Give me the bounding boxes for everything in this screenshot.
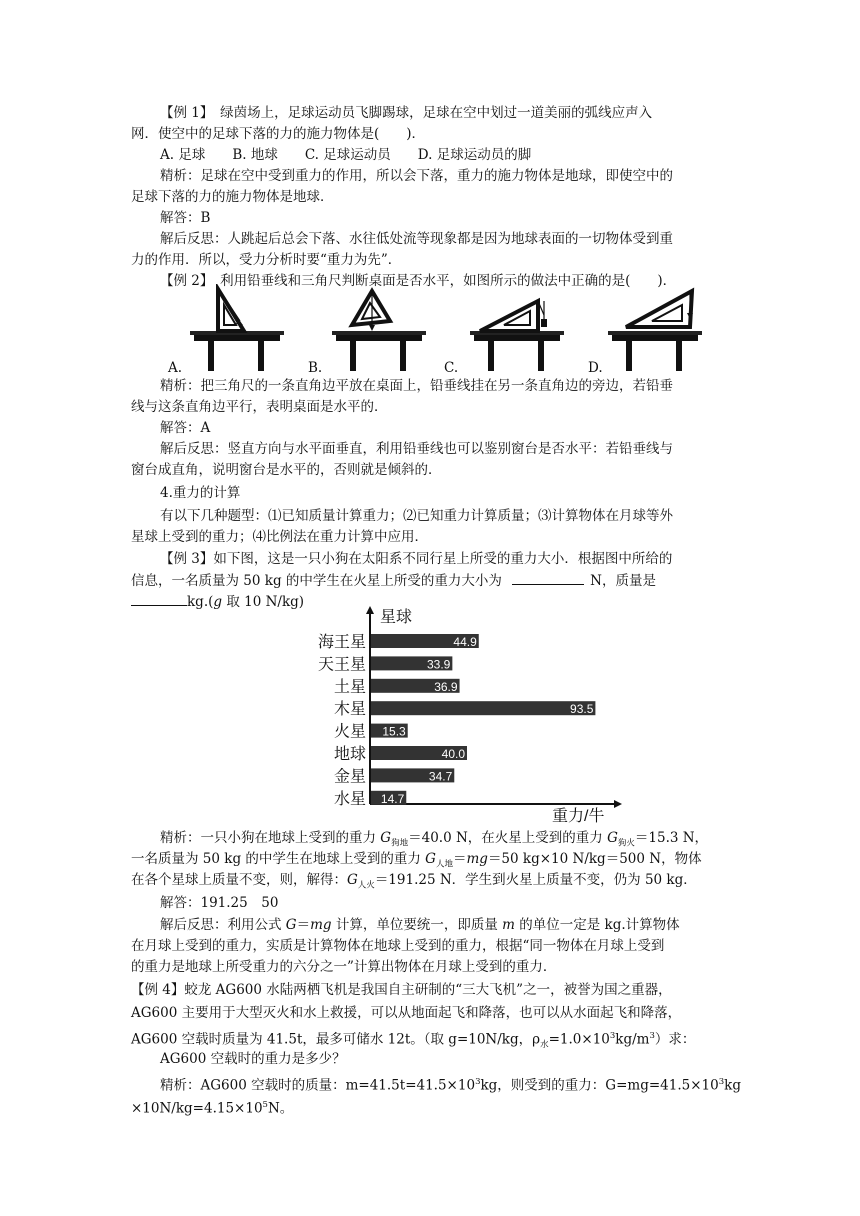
chart-y-axis-arrow bbox=[366, 606, 374, 614]
ex2-analysis-line-2: 线与这条直角边平行，表明桌面是水平的． bbox=[131, 399, 388, 415]
subscript-dog-earth: 狗地 bbox=[391, 838, 409, 849]
superscript: 5 bbox=[262, 1100, 268, 1110]
chart-value-label: 14.7 bbox=[380, 791, 405, 806]
figure-b-label: B. bbox=[308, 360, 323, 376]
ex3-question-line-2 bbox=[131, 570, 731, 591]
superscript: 3 bbox=[649, 1031, 655, 1041]
ex3-answer: 解答：191.25 50 bbox=[160, 895, 279, 911]
ex3-analysis-text-a: 精析：一只小狗在地球上受到的重力 bbox=[160, 830, 381, 846]
answer-blank-1[interactable] bbox=[512, 570, 584, 585]
ex3-analysis-line-3 bbox=[131, 870, 731, 896]
g-symbol: G bbox=[285, 917, 297, 933]
ex4-question-line-2: AG600 主要用于大型灭火和水上救援，可以从地面起飞和降落，也可以从水面起飞和降落， bbox=[131, 1005, 682, 1021]
ex3-question-text-c: kg.( bbox=[187, 594, 214, 610]
superscript: 3 bbox=[475, 1077, 481, 1087]
ex4-analysis-text-d: ×10N/kg=4.15×10 bbox=[131, 1100, 263, 1117]
answer-blank-2[interactable] bbox=[131, 591, 187, 606]
subscript-person-mars: 人火 bbox=[357, 880, 375, 891]
chart-category-label: 木星 bbox=[333, 701, 366, 719]
ex4-analysis-text-b: kg，则受到的重力：G=mg=41.5×10 bbox=[480, 1077, 719, 1094]
ex3-question-text-b: N，质量是 bbox=[590, 573, 656, 589]
ex3-question-line-1: 【例 3】如下图，这是一只小狗在太阳系不同行星上所受的重力大小．根据图中所给的 bbox=[160, 551, 673, 567]
equals: ＝ bbox=[452, 851, 467, 867]
ex4-question-text-c: kg/m bbox=[615, 1031, 650, 1048]
ex4-question-text-d: ）求： bbox=[654, 1031, 696, 1048]
ex2-figures bbox=[160, 278, 730, 374]
ex1-question-line-2: 网．使空中的足球下落的力的施力物体是( )． bbox=[131, 126, 426, 142]
ex4-analysis-line-1 bbox=[160, 1072, 760, 1096]
figure-c bbox=[468, 284, 564, 380]
ex3-g-symbol: g bbox=[213, 594, 223, 610]
ex2-reflection-line-1: 解后反思：竖直方向与水平面垂直，利用铅垂线也可以鉴别窗台是否水平：若铅垂线与 bbox=[160, 441, 673, 457]
figure-a-label: A. bbox=[168, 360, 183, 376]
chart-x-axis-label: 重力/牛 bbox=[552, 808, 605, 825]
ex4-analysis-text-c: kg bbox=[724, 1077, 741, 1094]
ex4-analysis-line-2 bbox=[131, 1095, 731, 1119]
section-4-line-1: 有以下几种题型：⑴已知质量计算重力；⑵已知重力计算质量；⑶计算物体在月球等外 bbox=[160, 508, 673, 524]
ex3-reflection-text-c: 的单位一定是 kg.计算物体 bbox=[514, 917, 680, 933]
superscript: 3 bbox=[609, 1031, 616, 1041]
ex2-question: 【例 2】 利用铅垂线和三角尺判断桌面是否水平，如图所示的做法中正确的是( )． bbox=[160, 273, 677, 289]
ex1-reflection-line-1: 解后反思：人跳起后总会下落、水往低处流等现象都是因为地球表面的一切物体受到重 bbox=[160, 231, 673, 247]
chart-category-label: 水星 bbox=[333, 790, 366, 808]
chart-value-label: 40.0 bbox=[441, 747, 465, 761]
ex3-analysis-text-d: 一名质量为 50 kg 的中学生在地球上受到的重力 bbox=[131, 851, 426, 867]
ex2-answer: 解答：A bbox=[160, 420, 211, 436]
chart-value-label: 44.9 bbox=[453, 635, 477, 649]
chart-y-axis-label: 星球 bbox=[380, 609, 413, 626]
ex3-analysis-text-c: ＝15.3 N， bbox=[634, 830, 709, 846]
subscript-water: 水 bbox=[540, 1040, 549, 1051]
ex1-options: A. 足球 B. 地球 C. 足球运动员 D. 足球运动员的脚 bbox=[160, 147, 532, 163]
figure-a bbox=[188, 284, 284, 380]
m-symbol: m bbox=[502, 917, 515, 933]
ex3-reflection-text-a: 解后反思：利用公式 bbox=[160, 917, 286, 933]
ex4-analysis-text-e: N。 bbox=[267, 1100, 294, 1117]
ex1-answer: 解答：B bbox=[160, 210, 211, 226]
g-symbol: G bbox=[380, 830, 392, 846]
ex2-reflection-line-2: 窗台成直角，说明窗台是水平的，否则就是倾斜的． bbox=[131, 462, 442, 478]
ex4-subquestion: AG600 空载时的重力是多少？ bbox=[160, 1051, 346, 1067]
g-symbol: G bbox=[425, 851, 436, 867]
chart-bar bbox=[371, 701, 595, 715]
ex1-question-line-1: 【例 1】 绿茵场上，足球运动员飞脚踢球，足球在空中划过一道美丽的弧线应声入 bbox=[160, 105, 653, 121]
chart-category-label: 土星 bbox=[333, 678, 366, 696]
section-4-title: 4.重力的计算 bbox=[160, 485, 241, 501]
section-4-line-2: 星球上受到的重力；⑷比例法在重力计算中应用． bbox=[131, 529, 428, 545]
chart-x-axis-arrow bbox=[614, 800, 622, 808]
ex4-question-text-b: =1.0×10 bbox=[548, 1031, 610, 1048]
chart-bars bbox=[318, 633, 595, 808]
figure-b bbox=[330, 284, 426, 380]
chart-value-label: 15.3 bbox=[382, 724, 406, 739]
ex1-reflection-line-2: 力的作用．所以，受力分析时要“重力为先”． bbox=[131, 252, 402, 268]
ex4-question-line-1: 【例 4】蛟龙 AG600 水陆两栖飞机是我国自主研制的“三大飞机”之一，被誉为国之重器， bbox=[131, 982, 672, 998]
ex1-analysis-line-1: 精析：足球在空中受到重力的作用，所以会下落，重力的施力物体是地球，即使空中的 bbox=[160, 168, 673, 184]
mg-symbol: mg bbox=[466, 851, 488, 867]
ex3-question-text-a: 信息，一名质量为 50 kg 的中学生在火星上所受的重力大小为 bbox=[131, 573, 502, 589]
chart-category-label: 天王星 bbox=[317, 656, 366, 674]
figure-d-label: D. bbox=[588, 360, 603, 376]
ex2-analysis-line-1: 精析：把三角尺的一条直角边平放在桌面上，铅垂线挂在另一条直角边的旁边，若铅垂 bbox=[160, 378, 673, 394]
equals: ＝ bbox=[296, 917, 311, 933]
ex3-analysis-text-g: ＝191.25 N．学生到火星上质量不变，仍为 50 kg． bbox=[374, 872, 697, 888]
chart-category-label: 海王星 bbox=[317, 634, 366, 651]
ex4-analysis-text-a: 精析：AG600 空载时的质量：m=41.5t=41.5×10 bbox=[160, 1077, 476, 1094]
ex3-analysis-text-f: 在各个星球上质量不变，则，解得： bbox=[131, 872, 347, 888]
chart-category-label: 地球 bbox=[333, 746, 366, 763]
chart-category-label: 金星 bbox=[333, 768, 366, 786]
ex3-analysis-text-b: ＝40.0 N，在火星上受到的重力 bbox=[408, 830, 608, 846]
chart-value-label: 34.7 bbox=[428, 769, 453, 784]
ex3-reflection-line-2: 在月球上受到的重力，实质是计算物体在地球上受到的重力，根据“同一物体在月球上受到 bbox=[131, 938, 665, 954]
mg-symbol: mg bbox=[310, 917, 332, 933]
ex3-analysis-text-e: ＝50 kg×10 N/kg＝500 N，物体 bbox=[487, 851, 702, 867]
ex3-reflection-text-b: 计算，单位要统一，即质量 bbox=[331, 917, 503, 933]
chart-value-label: 33.9 bbox=[427, 657, 451, 672]
ex3-reflection-line-3: 的重力是地球上所受重力的六分之一”计算出物体在月球上受到的重力． bbox=[131, 959, 557, 975]
ex3-question-text-d: 取 10 N/kg) bbox=[222, 594, 305, 610]
g-symbol: G bbox=[347, 872, 358, 888]
ex3-reflection-line-1 bbox=[160, 915, 760, 935]
chart-value-label: 93.5 bbox=[570, 702, 594, 717]
gravity-bar-chart bbox=[300, 604, 630, 826]
figure-c-label: C. bbox=[444, 360, 459, 376]
subscript-person-earth: 人地 bbox=[435, 859, 453, 870]
figure-d bbox=[606, 284, 702, 380]
chart-category-label: 火星 bbox=[333, 723, 366, 741]
chart-value-label: 36.9 bbox=[434, 679, 458, 694]
superscript: 3 bbox=[718, 1077, 725, 1087]
ex1-analysis-line-2: 足球下落的力的施力物体是地球． bbox=[131, 189, 334, 205]
g-symbol: G bbox=[607, 830, 618, 846]
ex4-question-text-a: AG600 空载时质量为 41.5t，最多可储水 12t。（取 g=10N/kg，ρ bbox=[131, 1031, 541, 1048]
subscript-dog-mars: 狗火 bbox=[617, 838, 635, 849]
